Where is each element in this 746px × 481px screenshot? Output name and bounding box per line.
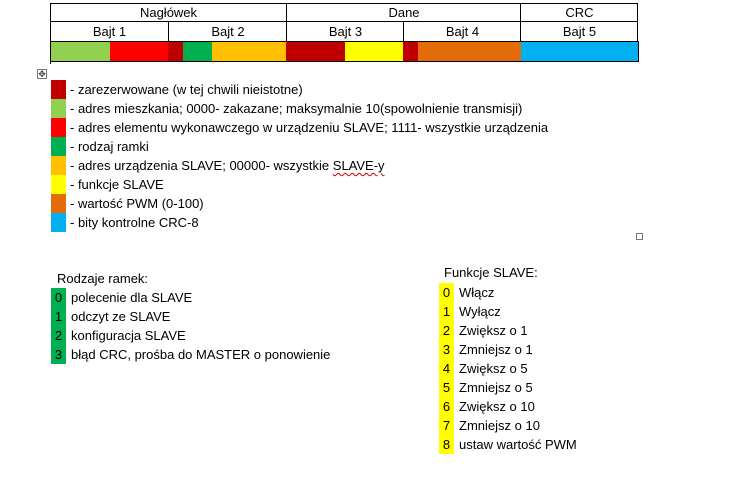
bit-cell [550,41,566,62]
item-text: Włącz [459,285,495,300]
byte-header-3: Bajt 3 [286,21,404,41]
item-number: 3 [51,345,66,364]
legend-swatch [51,156,66,175]
legend-text: - funkcje SLAVE [70,177,164,192]
bit-cell [66,41,81,62]
item-text: Wyłącz [459,304,501,319]
bit-cell [139,41,155,62]
bit-cell [535,41,551,62]
item-text: Zmniejsz o 1 [459,342,533,357]
byte-header-row [50,21,638,42]
item-number: 1 [439,302,454,321]
section-header-dane: Dane [286,4,521,21]
section-header-row [50,3,638,22]
bit-cell [286,41,302,62]
legend-text: - adres urządzenia SLAVE; 00000- wszystkie SLAVE-y [70,158,385,173]
section-header-naglowek: Nagłówek [139,5,198,20]
item-number: 4 [439,359,454,378]
legend-text: - bity kontrolne CRC-8 [70,215,199,230]
legend-swatch [51,80,66,99]
bit-cell [183,41,199,62]
bit-cell [80,41,96,62]
bit-cell [212,41,228,62]
item-number: 0 [439,283,454,302]
bit-cell [124,41,140,62]
bit-cell [271,41,287,62]
bit-cell [418,41,434,62]
item-text: Zmniejsz o 5 [459,380,533,395]
byte-header-5: Bajt 5 [520,21,638,41]
bit-cell [506,41,522,62]
item-number: 5 [439,378,454,397]
bit-cell [257,41,272,62]
bit-cell [227,41,243,62]
legend-text: - adres elementu wykonawczego w urządzeniu SLAVE; 1111- wszystkie urządzenia [70,120,549,135]
bit-cell [403,41,419,62]
bit-cell [242,41,258,62]
bit-cell [154,41,169,62]
item-text: Zwiększ o 1 [459,323,528,338]
item-text: ustaw wartość PWM [459,437,577,452]
legend-text: - zarezerwowane (w tej chwili nieistotne) [70,82,303,97]
bit-cell [491,41,507,62]
slave-functions-title: Funkcje SLAVE: [444,265,538,280]
bit-cell [579,41,595,62]
section-header-crc: CRC [520,4,638,21]
bit-cell [330,41,346,62]
item-number: 2 [439,321,454,340]
bit-cell [521,41,536,62]
legend-swatch [51,99,66,118]
byte-header-4: Bajt 4 [403,21,521,41]
item-number: 1 [51,307,66,326]
bit-cell [301,41,316,62]
bit-row [50,41,638,64]
item-text: Zwiększ o 10 [459,399,535,414]
bit-cell [565,41,580,62]
bit-cell [594,41,610,62]
byte-header-2: Bajt 2 [168,21,287,41]
frame-types-title: Rodzaje ramek: [57,271,149,286]
bit-cell [374,41,390,62]
item-text: błąd CRC, prośba do MASTER o ponowienie [71,347,331,362]
item-text: konfiguracja SLAVE [71,328,186,343]
legend-swatch [51,137,66,156]
bit-cell [359,41,375,62]
item-text: Zwiększ o 5 [459,361,528,376]
legend-text: - rodzaj ramki [70,139,149,154]
legend-text: - wartość PWM (0-100) [70,196,204,211]
item-number: 8 [439,435,454,454]
table-resize-handle[interactable] [636,233,643,240]
item-text: odczyt ze SLAVE [71,309,171,324]
bit-cell [95,41,111,62]
table-move-handle-icon[interactable]: ✥ [38,69,46,79]
legend-swatch [51,213,66,232]
bit-cell [168,41,184,62]
legend-swatch [51,175,66,194]
legend-text: - adres mieszkania; 0000- zakazane; maksymalnie 10(spowolnienie transmisji) [70,101,523,116]
item-number: 2 [51,326,66,345]
bit-cell [433,41,448,62]
bit-cell [389,41,404,62]
bit-cell [447,41,463,62]
bit-cell [198,41,213,62]
bit-cell [110,41,125,62]
bit-cell [315,41,331,62]
bit-cell [624,41,639,62]
item-number: 3 [439,340,454,359]
bit-cell [609,41,625,62]
item-text: polecenie dla SLAVE [71,290,193,305]
item-number: 7 [439,416,454,435]
bit-cell [51,41,67,62]
bit-cell [477,41,492,62]
item-number: 0 [51,288,66,307]
bit-cell [345,41,360,62]
legend-swatch [51,194,66,213]
item-number: 6 [439,397,454,416]
spellcheck-word: SLAVE-y [332,158,385,173]
legend-swatch [51,118,66,137]
bit-cell [462,41,478,62]
byte-header-1: Bajt 1 [92,24,127,39]
item-text: Zmniejsz o 10 [459,418,540,433]
